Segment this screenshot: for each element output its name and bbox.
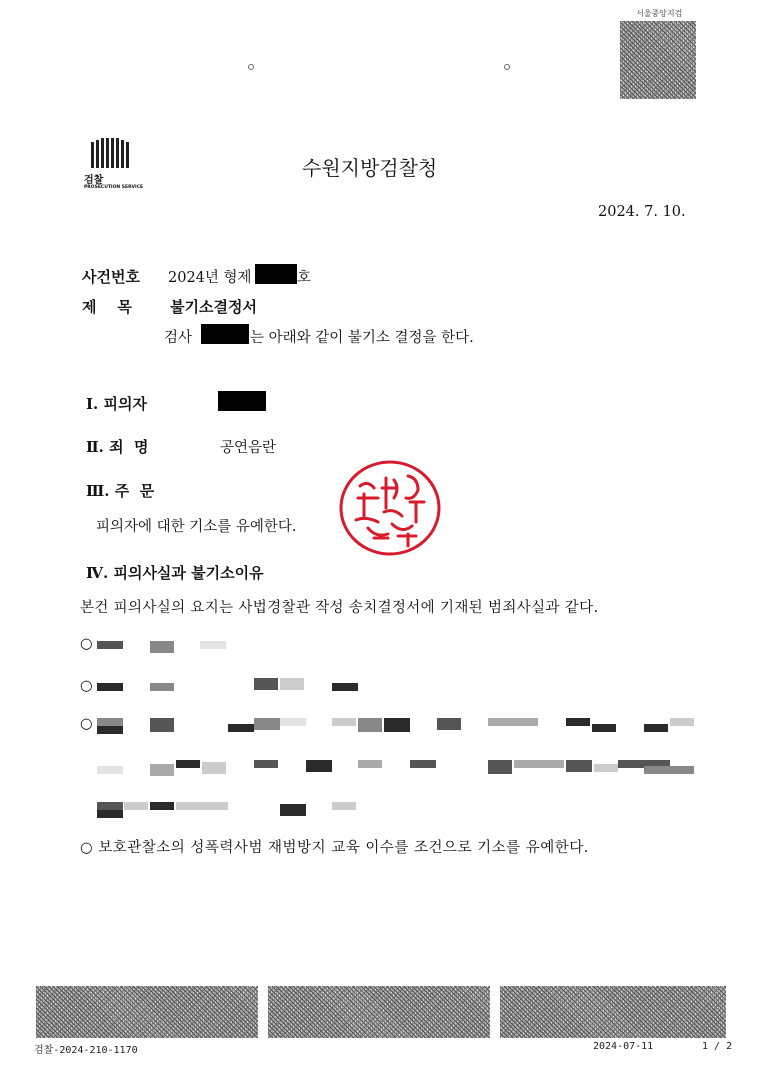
footer-document-number: 검찰-2024-210-1170 xyxy=(34,1045,138,1056)
blurred-text xyxy=(644,766,694,774)
blurred-text xyxy=(514,760,564,768)
case-number-redaction xyxy=(255,264,297,284)
footer-barcode-left xyxy=(36,986,258,1038)
blurred-text xyxy=(150,764,174,776)
blurred-text xyxy=(200,641,226,649)
case-prefix: 2024년 형제 xyxy=(168,270,252,286)
logo-en: PROSECUTION SERVICE xyxy=(84,185,144,190)
subject-value: 불기소결정서 xyxy=(170,298,257,316)
section-charge-heading: Ⅱ. 죄 명 xyxy=(86,438,149,456)
blurred-text xyxy=(150,683,174,691)
blurred-text xyxy=(332,683,358,691)
blurred-text xyxy=(488,760,512,774)
blurred-text xyxy=(176,760,200,768)
stamp-top-label: 서울중앙지검 xyxy=(636,9,683,18)
charge-value: 공연음란 xyxy=(220,440,277,456)
blurred-text xyxy=(254,718,280,730)
prosecution-logo xyxy=(84,138,144,196)
blurred-text xyxy=(594,764,618,772)
case-suffix: 호 xyxy=(297,270,312,286)
blurred-text xyxy=(97,683,123,691)
qr-code-top xyxy=(620,21,696,99)
blurred-text xyxy=(384,718,410,732)
blurred-text xyxy=(488,718,538,726)
blurred-text xyxy=(566,718,590,726)
footer-barcode-middle xyxy=(268,986,490,1038)
blurred-text xyxy=(150,802,174,810)
blurred-text xyxy=(150,718,174,732)
blurred-text xyxy=(280,804,306,816)
section-facts-heading: Ⅳ. 피의사실과 불기소이유 xyxy=(86,564,264,582)
blurred-text xyxy=(306,760,332,772)
seal-stamp-icon xyxy=(338,458,442,558)
prosecution-emblem-icon xyxy=(84,138,136,170)
blurred-text xyxy=(254,678,278,690)
blurred-text xyxy=(280,678,304,690)
dot-mark xyxy=(504,64,510,70)
blurred-text xyxy=(202,762,226,774)
bullet-1: ○ xyxy=(80,636,93,652)
bullet-2: ○ xyxy=(80,678,93,694)
blurred-text xyxy=(644,724,668,732)
intro-suffix: 는 아래와 같이 불기소 결정을 한다. xyxy=(250,330,474,346)
blurred-text xyxy=(97,766,123,774)
footer-page-number: 1 / 2 xyxy=(702,1041,733,1052)
blurred-text xyxy=(566,760,592,772)
dot-mark xyxy=(248,64,254,70)
order-text: 피의자에 대한 기소를 유예한다. xyxy=(96,519,297,535)
section-suspect-heading: Ⅰ. 피의자 xyxy=(86,395,147,413)
section-order-heading: Ⅲ. 주 문 xyxy=(86,482,155,500)
subject-label: 제 목 xyxy=(82,298,132,316)
blurred-text xyxy=(358,760,382,768)
blurred-text xyxy=(97,810,123,818)
suspect-name-redaction xyxy=(218,391,266,411)
blurred-text xyxy=(437,718,461,730)
blurred-text xyxy=(97,726,123,734)
intro-prefix: 검사 xyxy=(164,330,193,346)
facts-text: 본건 피의사실의 요지는 사법경찰관 작성 송치결정서에 기재된 범죄사실과 같다. xyxy=(80,600,599,616)
blurred-text xyxy=(670,718,694,726)
blurred-text xyxy=(332,718,356,726)
blurred-text xyxy=(228,724,254,732)
footer-date: 2024-07-11 xyxy=(593,1041,654,1052)
footer-barcode-right xyxy=(500,986,726,1038)
prosecutor-name-redaction xyxy=(201,324,249,344)
logo-kr: 검찰 xyxy=(84,175,104,186)
blurred-text xyxy=(280,718,306,726)
blurred-text xyxy=(358,718,382,732)
blurred-text xyxy=(332,802,356,810)
blurred-text xyxy=(592,724,616,732)
bullet-3: ○ xyxy=(80,716,93,732)
official-seal xyxy=(338,458,442,558)
decision-date: 2024. 7. 10. xyxy=(598,204,686,220)
blurred-text xyxy=(124,802,148,810)
final-bullet-text: ○ 보호관찰소의 성폭력사범 재범방지 교육 이수를 조건으로 기소를 유예한다. xyxy=(80,840,589,856)
blurred-text xyxy=(410,760,436,768)
case-label: 사건번호 xyxy=(82,268,140,286)
blurred-text xyxy=(97,641,123,649)
blurred-text xyxy=(150,641,174,653)
blurred-text xyxy=(176,802,228,810)
office-title: 수원지방검찰청 xyxy=(302,156,438,180)
blurred-text xyxy=(254,760,278,768)
